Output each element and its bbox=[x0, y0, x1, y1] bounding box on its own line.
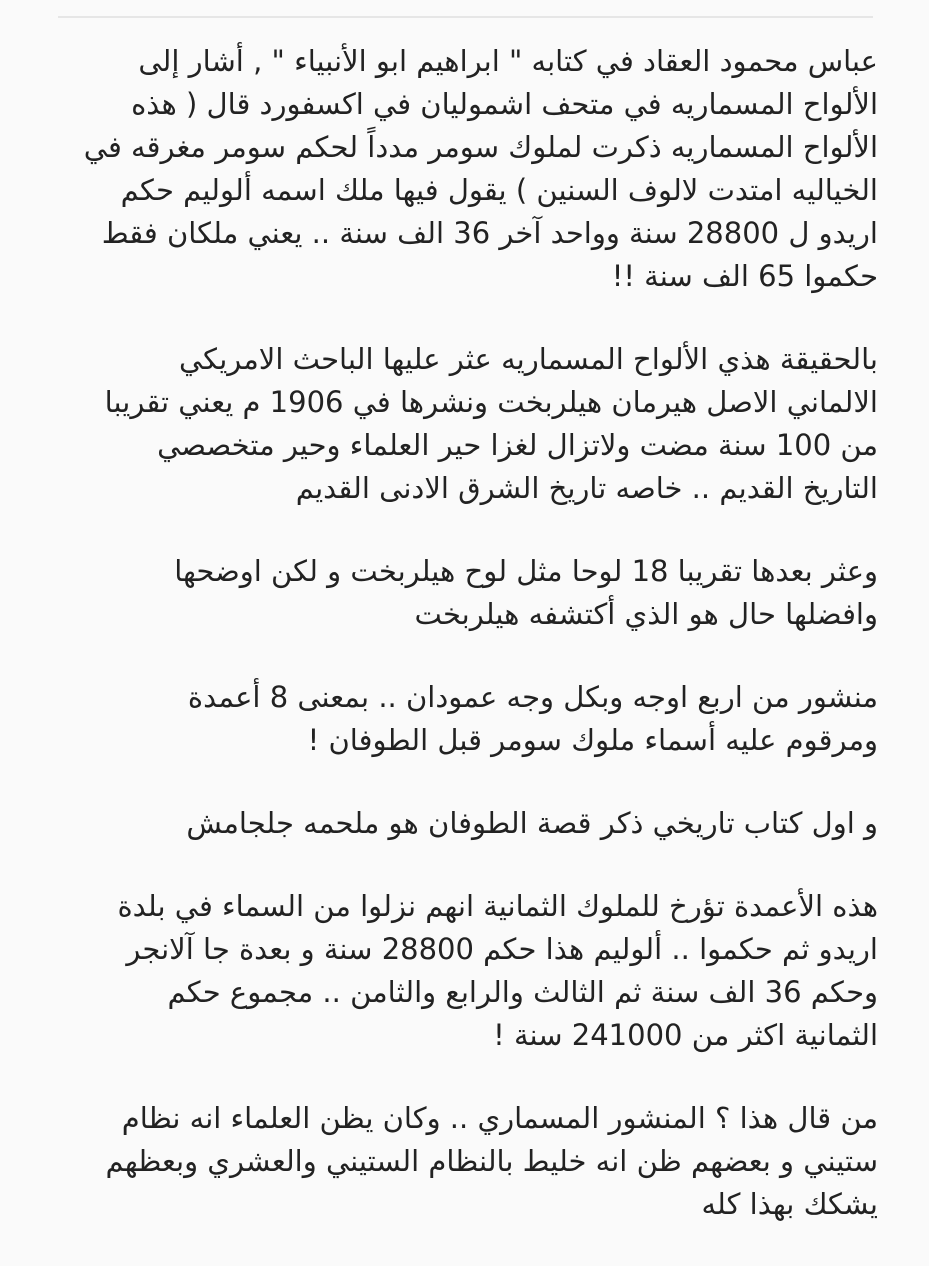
text-line: عباس محمود العقاد في كتابه " ابراهيم ابو الأنبياء " , أشار إلى bbox=[138, 44, 878, 78]
text-line: من قال هذا ؟ المنشور المسماري .. وكان يظن العلماء انه نظام bbox=[121, 1101, 878, 1135]
text-line: من 100 سنة مضت ولاتزال لغزا حير العلماء وحير متخصصي bbox=[157, 428, 878, 462]
text-line: الألواح المسماريه في متحف اشموليان في اكسفورد قال ( هذه bbox=[131, 87, 878, 121]
text-line: يشكك بهذا كله bbox=[701, 1187, 878, 1221]
text-line: وحكم 36 الف سنة ثم الثالث والرابع والثامن .. مجموع حكم bbox=[167, 975, 878, 1009]
text-line: هذه الأعمدة تؤرخ للملوك الثمانية انهم نزلوا من السماء في بلدة bbox=[117, 889, 878, 923]
text-line: حكموا 65 الف سنة !! bbox=[611, 259, 878, 293]
text-line: الثمانية اكثر من 241000 سنة ! bbox=[493, 1018, 878, 1052]
text-line: وعثر بعدها تقريبا 18 لوحا مثل لوح هيلربخت و لكن اوضحها bbox=[174, 554, 878, 588]
text-line: الخياليه امتدت لالوف السنين ) يقول فيها ملك اسمه ألوليم حكم bbox=[120, 173, 878, 207]
text-line: اريدو ل 28800 سنة وواحد آخر 36 الف سنة .. يعني ملكان فقط bbox=[101, 216, 878, 250]
text-line: ستيني و بعضهم ظن انه خليط بالنظام الستيني والعشري وبعظهم bbox=[105, 1144, 878, 1178]
paragraph bbox=[56, 802, 878, 845]
text-line: بالحقيقة هذي الألواح المسماريه عثر عليها الباحث الامريكي bbox=[179, 342, 878, 376]
text-line: وافضلها حال هو الذي أكتشفه هيلربخت bbox=[414, 597, 878, 631]
text-line: الألواح المسماريه ذكرت لملوك سومر مدداً لحكم سومر مغرقه في bbox=[83, 130, 878, 164]
text-line: اريدو ثم حكموا .. ألوليم هذا حكم 28800 سنة و بعدة جا آلانجر bbox=[126, 932, 878, 966]
article-body bbox=[56, 40, 878, 1266]
paragraph bbox=[56, 40, 878, 298]
text-line: منشور من اربع اوجه وبكل وجه عمودان .. بمعنى 8 أعمدة bbox=[187, 680, 878, 714]
top-divider bbox=[58, 16, 873, 18]
text-line: ومرقوم عليه أسماء ملوك سومر قبل الطوفان ! bbox=[307, 723, 878, 757]
text-line: الالماني الاصل هيرمان هيلربخت ونشرها في 1906 م يعني تقريبا bbox=[104, 385, 878, 419]
paragraph bbox=[56, 885, 878, 1057]
paragraph bbox=[56, 338, 878, 510]
paragraph bbox=[56, 676, 878, 762]
text-line: و اول كتاب تاريخي ذكر قصة الطوفان هو ملحمه جلجامش bbox=[186, 806, 878, 840]
text-line: التاريخ القديم .. خاصه تاريخ الشرق الادنى القديم bbox=[295, 471, 878, 505]
paragraph bbox=[56, 1097, 878, 1226]
paragraph bbox=[56, 550, 878, 636]
